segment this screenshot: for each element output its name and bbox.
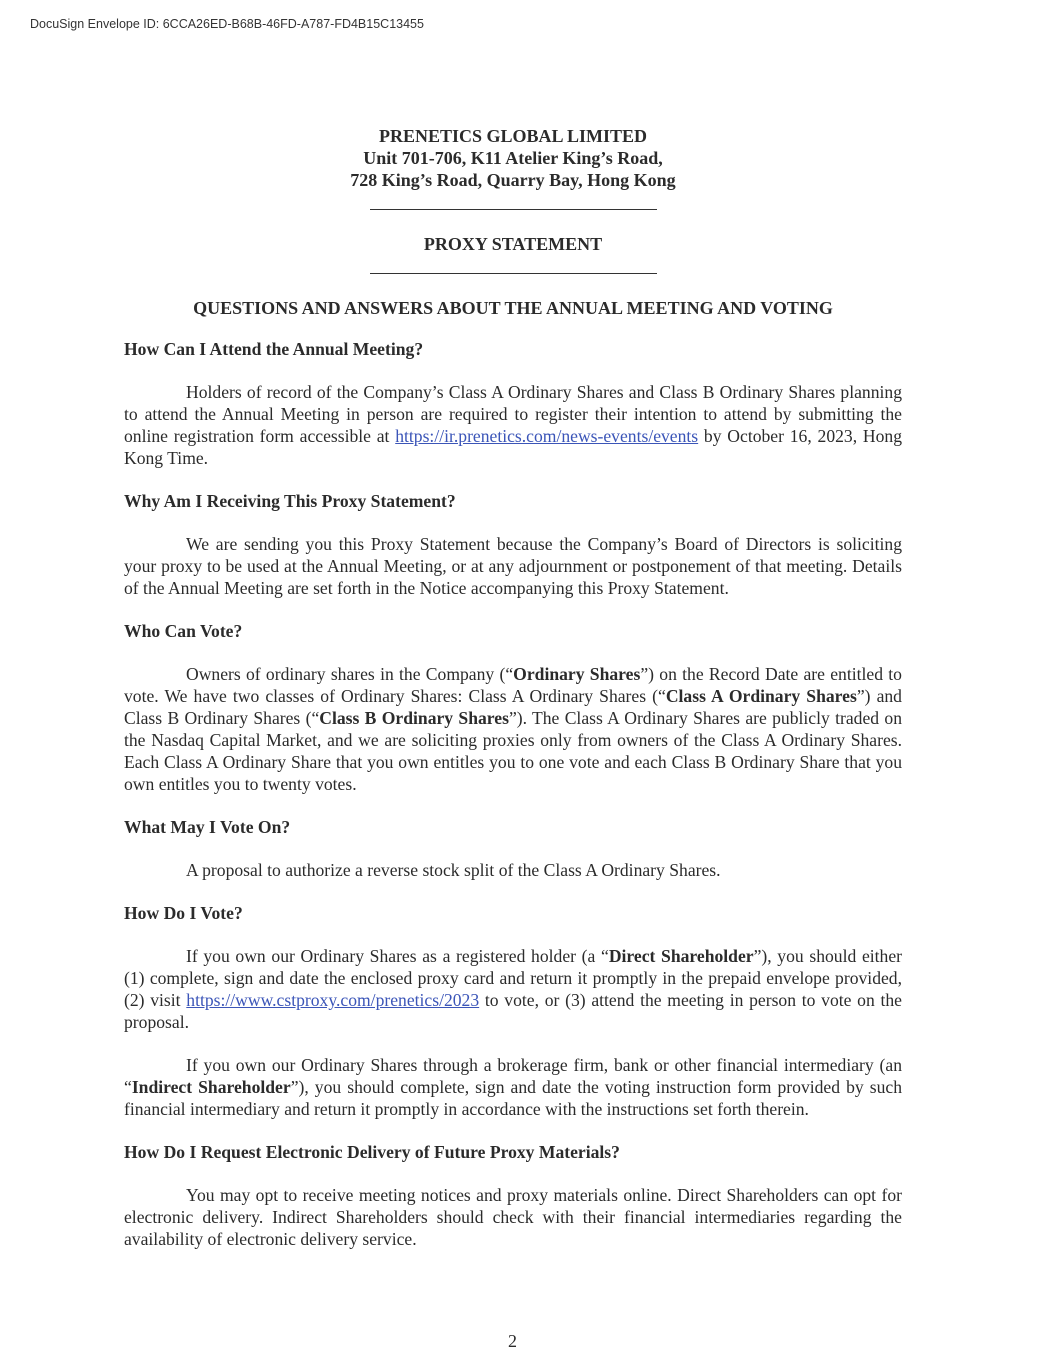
address-line-2: 728 King’s Road, Quarry Bay, Hong Kong (350, 170, 676, 190)
company-name: PRENETICS GLOBAL LIMITED (378, 126, 648, 146)
how-direct-text-1: If you own our Ordinary Shares as a registered holder (a “ (186, 946, 609, 966)
page-number: 2 (508, 1331, 517, 1351)
term-class-b-shares: Class B Ordinary Shares (319, 708, 509, 728)
attend-text-after: by October 16, 2023, Hong Kong Time. (124, 426, 902, 468)
address-line-1: Unit 701-706, K11 Atelier King’s Road, (363, 148, 663, 168)
how-direct-text-2: ”), you should either (1) complete, sign and date the enclosed proxy card and return it promptly in the prepaid envelope provided, (2) visit (124, 946, 902, 1010)
paragraph-electronic: You may opt to receive meeting notices and proxy materials online. Direct Shareholders can opt for electronic delivery. Indirect Shareholders should check with their financial intermediaries regarding the availability of electronic delivery service. (124, 1185, 902, 1249)
registration-link[interactable]: https://ir.prenetics.com/news-events/events (395, 426, 699, 446)
heading-attend: How Can I Attend the Annual Meeting? (124, 339, 424, 359)
term-direct-shareholder: Direct Shareholder (608, 946, 754, 966)
cstproxy-link[interactable]: https://www.cstproxy.com/prenetics/2023 (186, 990, 480, 1010)
qa-content (124, 338, 902, 1271)
who-text-2: ”) on the Record Date are entitled to vote. We have two classes of Ordinary Shares: Class A Ordinary Shares (“ (124, 664, 902, 706)
paragraph-attend (124, 381, 902, 469)
paragraph-who (124, 663, 902, 795)
document-title: PROXY STATEMENT (423, 234, 603, 254)
heading-who: Who Can Vote? (124, 621, 243, 641)
paragraph-why: We are sending you this Proxy Statement because the Company’s Board of Directors is soliciting your proxy to be used at the Annual Meeting, or at any adjournment or postponement of that meeting. Details of the Annual Meeting are set forth in the Notice accompanying this Proxy Statement. (124, 534, 902, 598)
term-class-a-shares: Class A Ordinary Shares (665, 686, 857, 706)
how-direct-text-3: to vote, or (3) attend the meeting in person to vote on the proposal. (124, 990, 902, 1032)
how-indirect-text-2: ”), you should complete, sign and date the voting instruction form provided by such financial intermediary and return it promptly in accordance with the instructions set forth therein. (124, 1077, 902, 1119)
letterhead (124, 125, 902, 191)
paragraph-how-direct (124, 945, 902, 1033)
how-indirect-text-1: If you own our Ordinary Shares through a brokerage firm, bank or other financial intermediary (an “ (124, 1055, 902, 1097)
docusign-envelope-id: DocuSign Envelope ID: 6CCA26ED-B68B-46FD-A787-FD4B15C13455 (30, 17, 424, 31)
heading-why: Why Am I Receiving This Proxy Statement? (124, 491, 456, 511)
divider-top (370, 209, 657, 210)
paragraph-what: A proposal to authorize a reverse stock split of the Class A Ordinary Shares. (186, 860, 721, 880)
term-indirect-shareholder: Indirect Shareholder (131, 1077, 291, 1097)
section-title: QUESTIONS AND ANSWERS ABOUT THE ANNUAL MEETING AND VOTING (193, 298, 833, 318)
attend-text-before: Holders of record of the Company’s Class A Ordinary Shares and Class B Ordinary Shares planning to attend the Annual Meeting in person are required to register their intention to attend by submitting the online registration form accessible at (124, 382, 902, 446)
divider-bottom (370, 273, 657, 274)
heading-how: How Do I Vote? (124, 903, 243, 923)
who-text-3: ”) and Class B Ordinary Shares (“ (124, 686, 902, 728)
paragraph-how-indirect (124, 1054, 902, 1120)
heading-what: What May I Vote On? (124, 817, 291, 837)
who-text-4: ”). The Class A Ordinary Shares are publicly traded on the Nasdaq Capital Market, and we are soliciting proxies only from owners of the Class A Ordinary Shares. Each Class A Ordinary Share that you own entitles you to one vote and each Class B Ordinary Share that you own entitles you to twenty votes. (124, 708, 902, 794)
who-text-1: Owners of ordinary shares in the Company (“ (186, 664, 514, 684)
term-ordinary-shares: Ordinary Shares (513, 664, 641, 684)
heading-electronic: How Do I Request Electronic Delivery of Future Proxy Materials? (124, 1142, 620, 1162)
